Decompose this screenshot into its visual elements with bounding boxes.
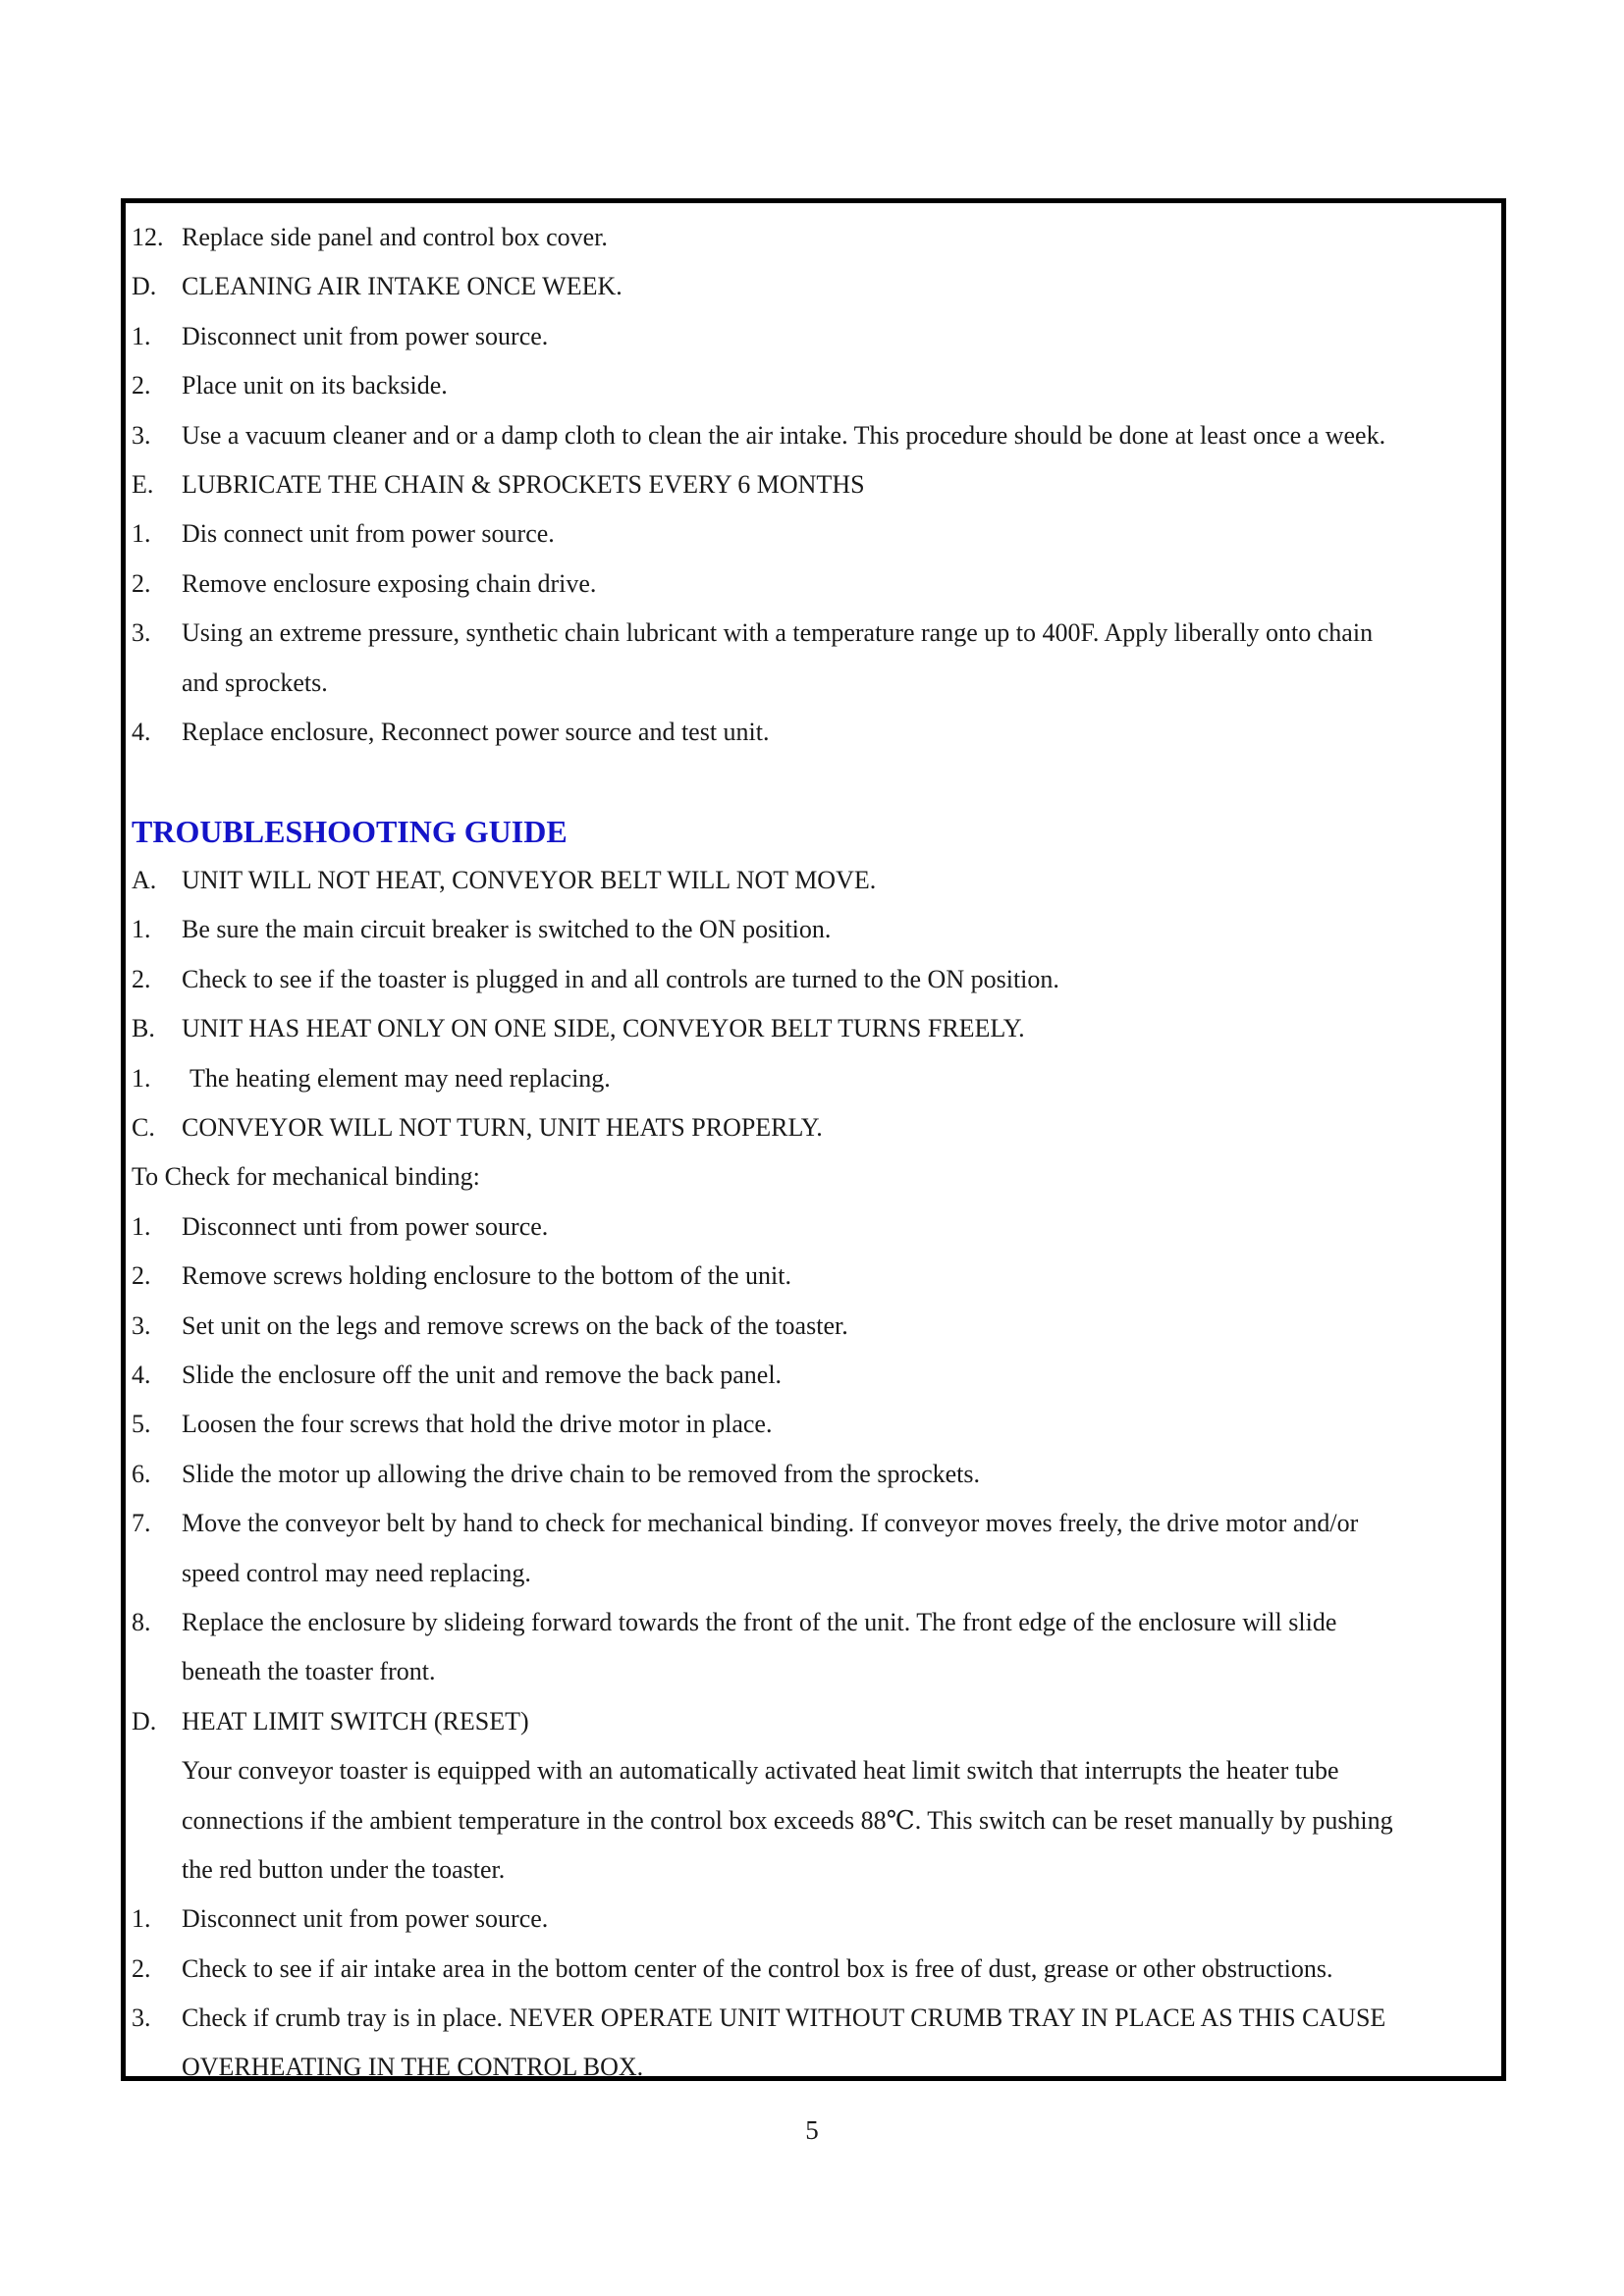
list-item (132, 1202, 1482, 1252)
list-marker: 3. (132, 618, 151, 648)
list-text: CLEANING AIR INTAKE ONCE WEEK. (182, 272, 623, 301)
paragraph-line (132, 1796, 1482, 1845)
list-marker: 6. (132, 1459, 151, 1488)
list-item (132, 1302, 1482, 1351)
paragraph-text: Your conveyor toaster is equipped with an automatically activated heat limit switch that interrupts the heater tube (182, 1756, 1339, 1786)
list-marker: 1. (132, 915, 151, 944)
list-item (132, 1945, 1482, 1994)
list-item (132, 955, 1482, 1004)
list-marker: 5. (132, 1410, 151, 1439)
list-text: Slide the motor up allowing the drive chain to be removed from the sprockets. (182, 1459, 981, 1488)
list-text: Slide the enclosure off the unit and remove the back panel. (182, 1360, 783, 1389)
list-marker: 8. (132, 1607, 151, 1636)
list-item (132, 1499, 1482, 1548)
list-marker: 2. (132, 371, 151, 400)
list-item (132, 509, 1482, 559)
list-text: CONVEYOR WILL NOT TURN, UNIT HEATS PROPERLY. (182, 1113, 823, 1143)
list-marker: 2. (132, 1953, 151, 1983)
list-marker: 1. (132, 321, 151, 350)
list-marker: D. (132, 272, 157, 301)
list-text: OVERHEATING IN THE CONTROL BOX. (182, 2053, 644, 2081)
list-text: UNIT HAS HEAT ONLY ON ONE SIDE, CONVEYOR BELT TURNS FREELY. (182, 1014, 1025, 1043)
section-heading-b (132, 1004, 1482, 1053)
list-text: Be sure the main circuit breaker is switched to the ON position. (182, 915, 832, 944)
blank-line (132, 757, 1482, 806)
list-item-continuation (132, 1549, 1482, 1598)
section-heading-c (132, 1103, 1482, 1152)
list-text: Check if crumb tray is in place. NEVER OPERATE UNIT WITHOUT CRUMB TRAY IN PLACE AS THIS CAUSE (182, 2003, 1386, 2033)
list-marker: 2. (132, 964, 151, 993)
page-border-box (121, 198, 1506, 2081)
list-text: Check to see if the toaster is plugged in and all controls are turned to the ON position. (182, 964, 1059, 993)
list-marker: 1. (132, 1063, 151, 1093)
list-item (132, 1252, 1482, 1301)
troubleshooting-heading: TROUBLESHOOTING GUIDE (132, 813, 568, 849)
list-marker: 3. (132, 420, 151, 450)
list-text: Loosen the four screws that hold the drive motor in place. (182, 1410, 773, 1439)
list-item (132, 560, 1482, 609)
list-item (132, 905, 1482, 954)
list-text: Move the conveyor belt by hand to check for mechanical binding. If conveyor moves freely, the drive motor and/or (182, 1509, 1359, 1538)
list-item (132, 213, 1482, 262)
list-text: UNIT WILL NOT HEAT, CONVEYOR BELT WILL NOT MOVE. (182, 866, 877, 895)
intro-text (132, 1152, 1482, 1201)
list-item (132, 1895, 1482, 1944)
list-text: Replace enclosure, Reconnect power source and test unit. (182, 717, 770, 746)
list-text: LUBRICATE THE CHAIN & SPROCKETS EVERY 6 MONTHS (182, 469, 865, 499)
list-item (132, 411, 1482, 460)
list-marker: D. (132, 1706, 157, 1735)
list-marker: 2. (132, 568, 151, 598)
list-item-continuation (132, 2043, 1482, 2081)
page-number: 5 (805, 2115, 819, 2145)
list-marker: B. (132, 1014, 155, 1043)
list-text: Replace the enclosure by slideing forward towards the front of the unit. The front edge of the enclosure will slide (182, 1607, 1337, 1636)
list-marker: 1. (132, 1904, 151, 1934)
paragraph-text: the red button under the toaster. (182, 1854, 506, 1884)
list-text: HEAT LIMIT SWITCH (RESET) (182, 1706, 529, 1735)
list-text: Dis connect unit from power source. (182, 519, 555, 549)
intro-text-content: To Check for mechanical binding: (132, 1162, 480, 1192)
list-text: Remove screws holding enclosure to the bottom of the unit. (182, 1261, 791, 1291)
paragraph-text: connections if the ambient temperature in the control box exceeds 88℃. This switch can be reset manually by pushing (182, 1805, 1393, 1835)
section-heading-d (132, 262, 1482, 311)
list-item (132, 1400, 1482, 1449)
list-marker: 4. (132, 717, 151, 746)
list-text: Replace side panel and control box cover. (182, 223, 608, 251)
list-text: Remove enclosure exposing chain drive. (182, 568, 597, 598)
list-marker: 4. (132, 1360, 151, 1389)
list-marker: 12. (132, 223, 164, 251)
list-text: and sprockets. (182, 667, 328, 697)
list-marker: 2. (132, 1261, 151, 1291)
list-text: Disconnect unti from power source. (182, 1211, 549, 1241)
list-marker: 7. (132, 1509, 151, 1538)
list-text: Use a vacuum cleaner and or a damp cloth to clean the air intake. This procedure should be done at least once a week. (182, 420, 1386, 450)
list-marker: 1. (132, 1211, 151, 1241)
section-heading-a (132, 856, 1482, 905)
list-item (132, 1598, 1482, 1647)
list-item (132, 1994, 1482, 2043)
list-marker: 3. (132, 1310, 151, 1340)
list-item (132, 1450, 1482, 1499)
list-marker: C. (132, 1113, 155, 1143)
paragraph-line (132, 1746, 1482, 1795)
list-text: beneath the toaster front. (182, 1657, 436, 1686)
section-heading-d-reset (132, 1697, 1482, 1746)
list-text: The heating element may need replacing. (189, 1063, 611, 1093)
list-text: Check to see if air intake area in the bottom center of the control box is free of dust, grease or other obstructions. (182, 1953, 1333, 1983)
list-marker: E. (132, 469, 154, 499)
document-content (132, 213, 1482, 2081)
list-marker: 3. (132, 2003, 151, 2033)
list-text: Disconnect unit from power source. (182, 321, 549, 350)
list-item-continuation (132, 659, 1482, 708)
list-item (132, 1054, 1482, 1103)
list-text: Place unit on its backside. (182, 371, 448, 400)
list-marker: 1. (132, 519, 151, 549)
list-item (132, 708, 1482, 757)
list-item (132, 312, 1482, 361)
list-text: Using an extreme pressure, synthetic chain lubricant with a temperature range up to 400F. Apply liberally onto chain (182, 618, 1374, 648)
list-item (132, 361, 1482, 410)
list-item (132, 1351, 1482, 1400)
list-text: Set unit on the legs and remove screws on the back of the toaster. (182, 1310, 848, 1340)
list-text: Disconnect unit from power source. (182, 1904, 549, 1934)
list-marker: A. (132, 866, 157, 895)
section-heading-e (132, 460, 1482, 509)
list-item (132, 609, 1482, 658)
list-item-continuation (132, 1647, 1482, 1696)
list-text: speed control may need replacing. (182, 1558, 531, 1587)
paragraph-line (132, 1845, 1482, 1895)
